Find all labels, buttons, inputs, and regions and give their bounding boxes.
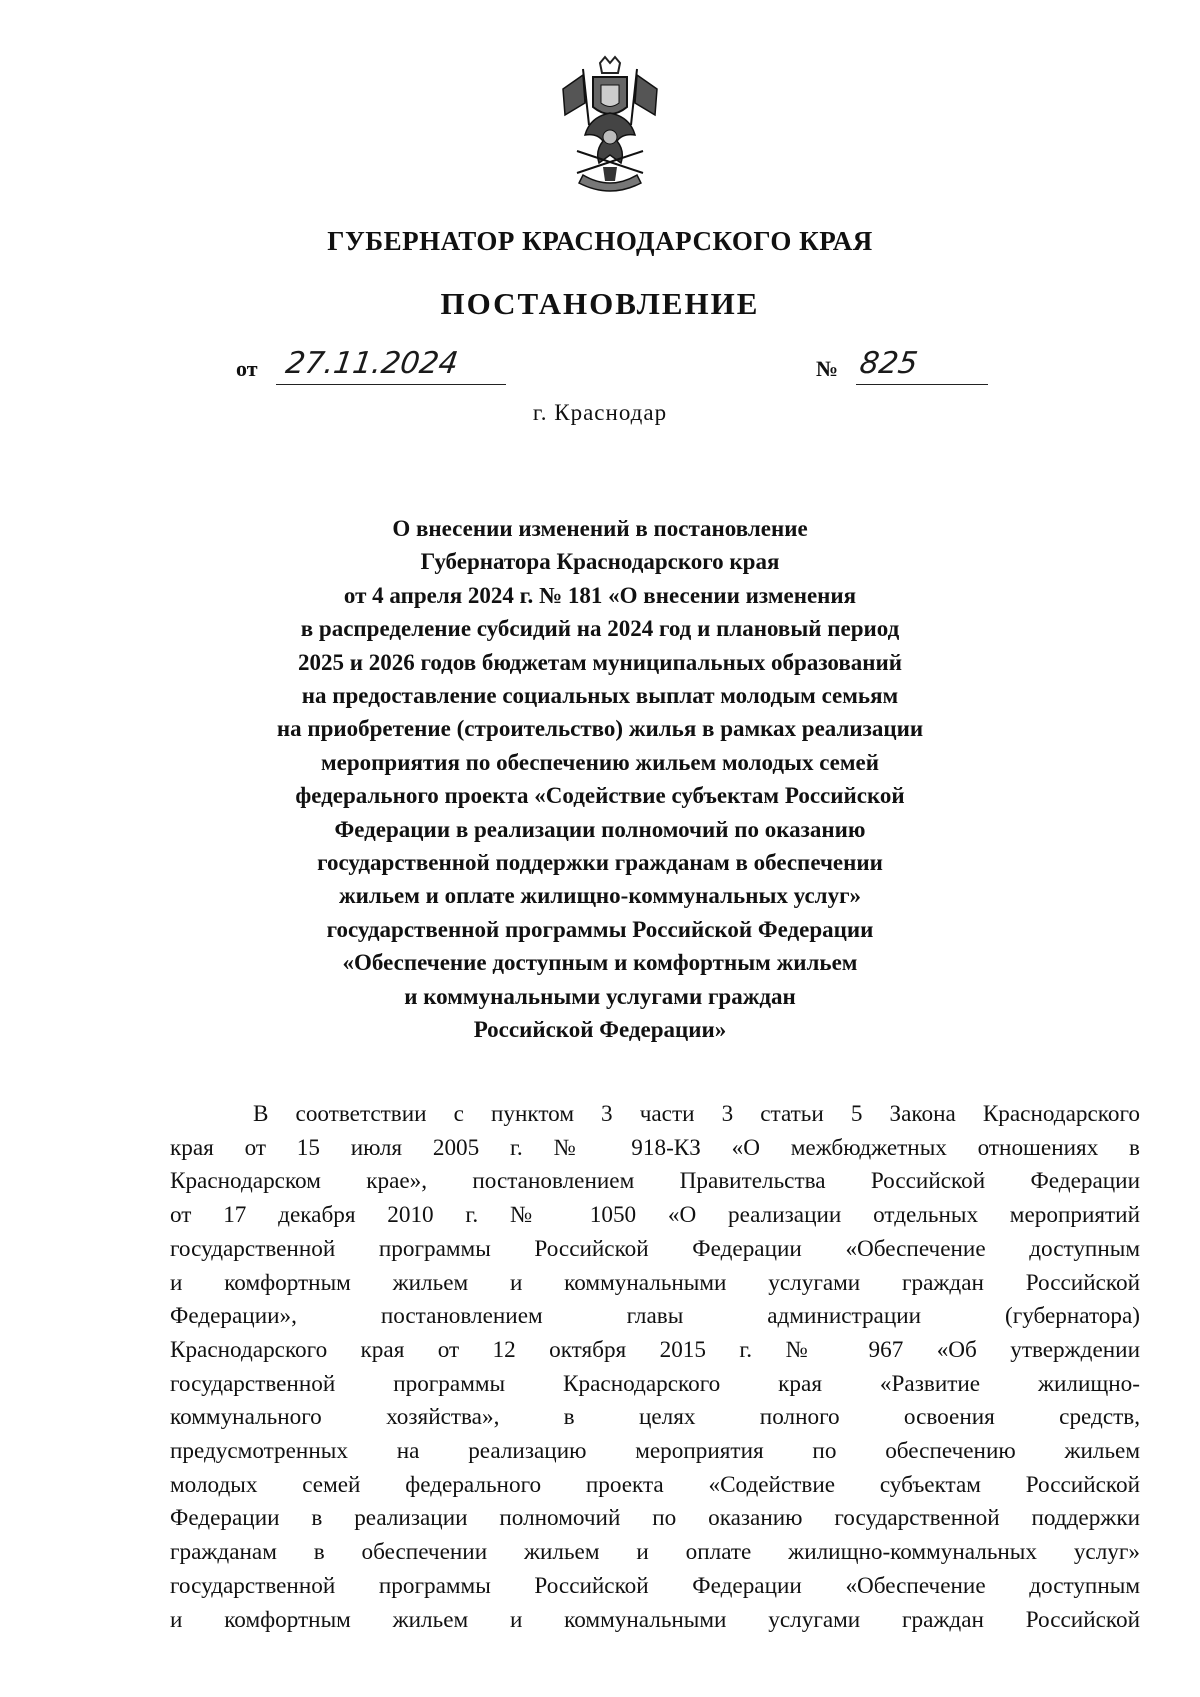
coat-of-arms-icon xyxy=(555,55,665,200)
title-line: на приобретение (строительство) жилья в рамках реализации xyxy=(276,716,924,742)
issuing-authority: ГУБЕРНАТОР КРАСНОДАРСКОГО КРАЯ xyxy=(327,226,873,256)
document-type: ПОСТАНОВЛЕНИЕ xyxy=(440,286,760,321)
title-line: О внесении изменений в постановление xyxy=(392,516,808,541)
body-line: государственной программы Российской Федерации «Обеспечение доступным xyxy=(170,1572,1140,1599)
body-line: от 17 декабря 2010 г. № 1050 «О реализации отдельных мероприятий xyxy=(170,1202,1140,1229)
date-number-row xyxy=(236,346,988,390)
date-underline xyxy=(276,384,506,385)
body-line: Краснодарского края от 12 октября 2015 г. № 967 «Об утверждении xyxy=(170,1336,1140,1363)
title-line: и коммунальными услугами граждан xyxy=(404,983,796,1009)
body-line: и комфортным жильем и коммунальными услугами граждан Российской xyxy=(170,1269,1140,1296)
document-title xyxy=(0,512,1200,1047)
body-line: Краснодарском крае», постановлением Правительства Российской Федерации xyxy=(170,1168,1140,1195)
city: г. Краснодар xyxy=(532,400,668,425)
body-line: государственной программы Краснодарского края «Развитие жилищно- xyxy=(170,1370,1140,1397)
number-value: 825 xyxy=(857,346,920,381)
title-line: Федерации в реализации полномочий по оказанию xyxy=(334,816,866,842)
body-line: края от 15 июля 2005 г. № 918-КЗ «О межбюджетных отношениях в xyxy=(170,1134,1140,1161)
body-line: гражданам в обеспечении жильем и оплате жилищно-коммунальных услуг» xyxy=(170,1539,1140,1566)
number-label: № xyxy=(816,356,839,381)
title-line: федерального проекта «Содействие субъектам Российской xyxy=(295,783,905,809)
title-line: от 4 апреля 2024 г. № 181 «О внесении изменения xyxy=(343,582,857,608)
title-line: 2025 и 2026 годов бюджетам муниципальных образований xyxy=(297,649,903,675)
title-line: жильем и оплате жилищно-коммунальных услуг» xyxy=(338,883,862,909)
title-line: государственной программы Российской Федерации xyxy=(326,916,874,942)
body-line: Федерации в реализации полномочий по оказанию государственной поддержки xyxy=(170,1505,1140,1532)
number-underline xyxy=(856,384,988,385)
body-line: В соответствии с пунктом 3 части 3 статьи 5 Закона Краснодарского xyxy=(253,1101,1140,1127)
body-line: и комфортным жильем и коммунальными услугами граждан Российской xyxy=(170,1606,1140,1633)
title-line: государственной поддержки гражданам в обеспечении xyxy=(317,850,883,876)
body-line: предусмотренных на реализацию мероприятия по обеспечению жильем xyxy=(170,1438,1140,1465)
title-line: в распределение субсидий на 2024 год и плановый период xyxy=(300,616,900,642)
title-line: «Обеспечение доступным и комфортным жильем xyxy=(342,950,858,976)
title-line: Губернатора Краснодарского края xyxy=(420,549,780,575)
title-line: на предоставление социальных выплат молодым семьям xyxy=(301,683,899,709)
body-paragraph xyxy=(170,1098,1140,1637)
body-line: коммунального хозяйства», в целях полного освоения средств, xyxy=(170,1404,1140,1431)
date-label: от xyxy=(236,356,258,381)
title-line: Российской Федерации» xyxy=(473,1017,727,1043)
body-line: государственной программы Российской Федерации «Обеспечение доступным xyxy=(170,1235,1140,1262)
title-line: мероприятия по обеспечению жильем молодых семей xyxy=(320,749,880,775)
body-line: молодых семей федерального проекта «Содействие субъектам Российской xyxy=(170,1471,1140,1498)
body-line: Федерации», постановлением главы администрации (губернатора) xyxy=(170,1303,1140,1330)
date-value: 27.11.2024 xyxy=(283,346,461,381)
